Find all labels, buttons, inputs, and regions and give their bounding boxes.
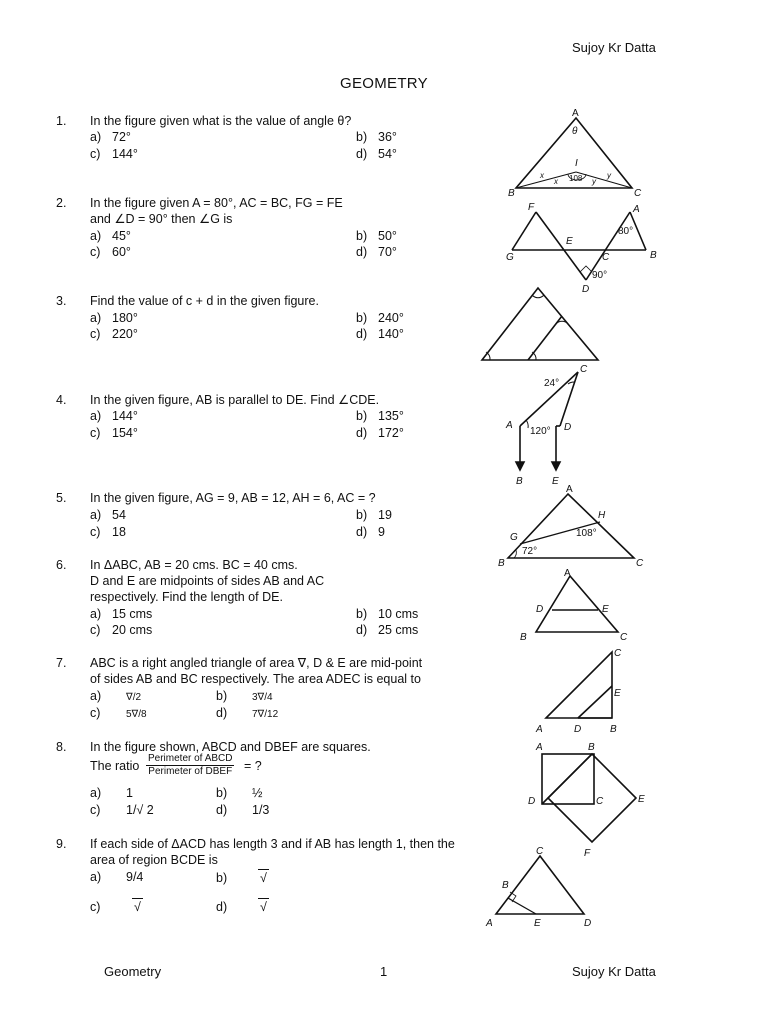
- option-a: a) 1: [90, 786, 133, 800]
- svg-text:108: 108: [569, 174, 583, 183]
- question-number: 8.: [56, 740, 67, 754]
- svg-text:B: B: [502, 880, 509, 891]
- svg-text:D: D: [564, 422, 572, 433]
- svg-text:A: A: [536, 742, 543, 753]
- option-d: d) 9: [356, 525, 385, 539]
- option-a: a) 45°: [90, 229, 131, 243]
- question-number: 3.: [56, 294, 67, 308]
- option-c: c) 5∇/8: [90, 706, 147, 720]
- svg-text:C: C: [536, 846, 544, 857]
- svg-text:F: F: [528, 202, 535, 213]
- svg-text:C: C: [602, 252, 610, 263]
- option-a: a) ∇/2: [90, 689, 142, 703]
- svg-text:E: E: [614, 688, 621, 699]
- svg-text:72°: 72°: [522, 546, 538, 557]
- question-number: 5.: [56, 491, 67, 505]
- question-text: In ΔABC, AB = 20 cms. BC = 40 cms.: [90, 558, 298, 572]
- svg-text:A: A: [566, 484, 573, 495]
- option-a: a) 72°: [90, 130, 131, 144]
- option-c: c) 220°: [90, 327, 138, 341]
- option-d: d) 1/3: [216, 803, 270, 817]
- figure-7-triangle: [530, 644, 640, 736]
- header-author: Sujoy Kr Datta: [572, 40, 656, 55]
- option-c: c) 154°: [90, 426, 138, 440]
- question-text: If each side of ΔACD has length 3 and if AB has length 1, then the: [90, 837, 455, 851]
- label-B: B: [508, 188, 515, 199]
- svg-text:B: B: [610, 724, 617, 735]
- option-b: b) 240°: [356, 311, 404, 325]
- svg-text:A: A: [486, 918, 493, 929]
- figure-9-triangle: [480, 840, 606, 934]
- svg-text:B: B: [588, 742, 595, 753]
- option-a: a) 144°: [90, 409, 138, 423]
- question-text: In the figure shown, ABCD and DBEF are squares.: [90, 740, 371, 754]
- question-text-2: and ∠D = 90° then ∠G is: [90, 212, 233, 226]
- label-I: I: [575, 158, 578, 169]
- square-dbef: [548, 754, 636, 842]
- question-text-2: D and E are midpoints of sides AB and AC: [90, 574, 325, 588]
- footer-right: Sujoy Kr Datta: [572, 964, 656, 979]
- option-d: d) 70°: [356, 245, 397, 259]
- option-c: c) 20 cms: [90, 623, 153, 637]
- svg-text:24°: 24°: [544, 378, 560, 389]
- question-number: 7.: [56, 656, 67, 670]
- svg-text:C: C: [580, 364, 588, 375]
- footer-page-number: 1: [380, 964, 388, 979]
- option-c: c) √: [90, 900, 141, 914]
- label-A: A: [572, 108, 579, 119]
- ratio-denominator: Perimeter of DBEF: [148, 766, 233, 777]
- question-number: 2.: [56, 196, 67, 210]
- svg-text:C: C: [620, 632, 628, 643]
- svg-text:E: E: [566, 236, 573, 247]
- svg-text:x: x: [554, 177, 558, 186]
- svg-text:D: D: [536, 604, 544, 615]
- label-theta: θ: [572, 126, 578, 137]
- option-b: b) 19: [356, 508, 392, 522]
- option-b: b) 10 cms: [356, 607, 419, 621]
- svg-text:D: D: [528, 796, 536, 807]
- option-d: d) √: [216, 900, 267, 914]
- svg-text:C: C: [614, 648, 622, 659]
- page-title: GEOMETRY: [340, 75, 428, 92]
- svg-text:C: C: [596, 796, 604, 807]
- svg-text:B: B: [520, 632, 527, 643]
- svg-text:y: y: [607, 171, 611, 180]
- svg-text:F: F: [584, 848, 591, 859]
- svg-text:D: D: [584, 918, 592, 929]
- svg-text:D: D: [574, 724, 582, 735]
- ratio-numerator: Perimeter of ABCD: [148, 753, 233, 764]
- option-a: a) 180°: [90, 311, 138, 325]
- option-c: c) 60°: [90, 245, 131, 259]
- figure-3-triangle: [476, 280, 606, 364]
- ratio-prefix: The ratio: [90, 759, 140, 773]
- svg-text:H: H: [598, 510, 606, 521]
- question-number: 4.: [56, 393, 67, 407]
- svg-text:G: G: [506, 252, 514, 263]
- svg-text:80°: 80°: [618, 226, 634, 237]
- option-b: b) ½: [216, 786, 263, 800]
- question-number: 9.: [56, 837, 67, 851]
- svg-text:A: A: [506, 420, 513, 431]
- option-d: d) 25 cms: [356, 623, 419, 637]
- option-c: c) 18: [90, 525, 126, 539]
- question-text: In the given figure, AG = 9, AB = 12, AH = 6, AC = ?: [90, 491, 376, 505]
- question-number: 1.: [56, 114, 67, 128]
- option-b: b) 50°: [356, 229, 397, 243]
- ratio-fraction: [146, 753, 234, 778]
- svg-text:E: E: [552, 476, 559, 487]
- option-c: c) 1/√ 2: [90, 803, 154, 817]
- svg-text:A: A: [564, 568, 571, 579]
- svg-text:108°: 108°: [576, 528, 597, 539]
- question-text: In the given figure, AB is parallel to DE. Find ∠CDE.: [90, 393, 380, 407]
- svg-text:C: C: [636, 558, 644, 569]
- svg-text:E: E: [602, 604, 609, 615]
- question-text-2: of sides AB and BC respectively. The area ADEC is equal to: [90, 672, 421, 686]
- question-number: 6.: [56, 558, 67, 572]
- svg-text:E: E: [638, 794, 645, 805]
- svg-text:A: A: [536, 724, 543, 735]
- option-b: b) 135°: [356, 409, 404, 423]
- footer-left: Geometry: [104, 964, 162, 979]
- figure-4-lines: [500, 362, 600, 490]
- option-b: b) 3∇/4: [216, 689, 273, 703]
- svg-text:A: A: [633, 204, 640, 215]
- option-a: a) 9/4: [90, 870, 144, 884]
- question-text: In the figure given what is the value of angle θ?: [90, 114, 352, 128]
- option-b: b) √: [216, 871, 267, 885]
- option-d: d) 172°: [356, 426, 404, 440]
- svg-text:x: x: [540, 171, 544, 180]
- svg-text:y: y: [592, 177, 596, 186]
- question-text-2: area of region BCDE is: [90, 853, 218, 867]
- svg-text:90°: 90°: [592, 270, 608, 281]
- svg-text:D: D: [582, 284, 590, 295]
- option-a: a) 54: [90, 508, 126, 522]
- option-c: c) 144°: [90, 147, 138, 161]
- svg-text:B: B: [650, 250, 657, 261]
- option-a: a) 15 cms: [90, 607, 153, 621]
- question-text-3: respectively. Find the length of DE.: [90, 590, 283, 604]
- question-text: ABC is a right angled triangle of area ∇, D & E are mid-point: [90, 656, 423, 670]
- figure-5-triangle: [494, 480, 650, 572]
- option-d: d) 7∇/12: [216, 706, 279, 720]
- ratio-suffix: = ?: [244, 759, 262, 773]
- option-b: b) 36°: [356, 130, 397, 144]
- figure-6-triangle: [514, 566, 634, 644]
- question-text: In the figure given A = 80°, AC = BC, FG = FE: [90, 196, 343, 210]
- svg-text:B: B: [516, 476, 523, 487]
- label-C: C: [634, 188, 642, 199]
- option-d: d) 140°: [356, 327, 404, 341]
- question-text: Find the value of c + d in the given figure.: [90, 294, 319, 308]
- figure-1-triangle: [500, 108, 650, 200]
- option-d: d) 54°: [356, 147, 397, 161]
- svg-text:E: E: [534, 918, 541, 929]
- svg-text:B: B: [498, 558, 505, 569]
- svg-text:120°: 120°: [530, 426, 551, 437]
- svg-text:G: G: [510, 532, 518, 543]
